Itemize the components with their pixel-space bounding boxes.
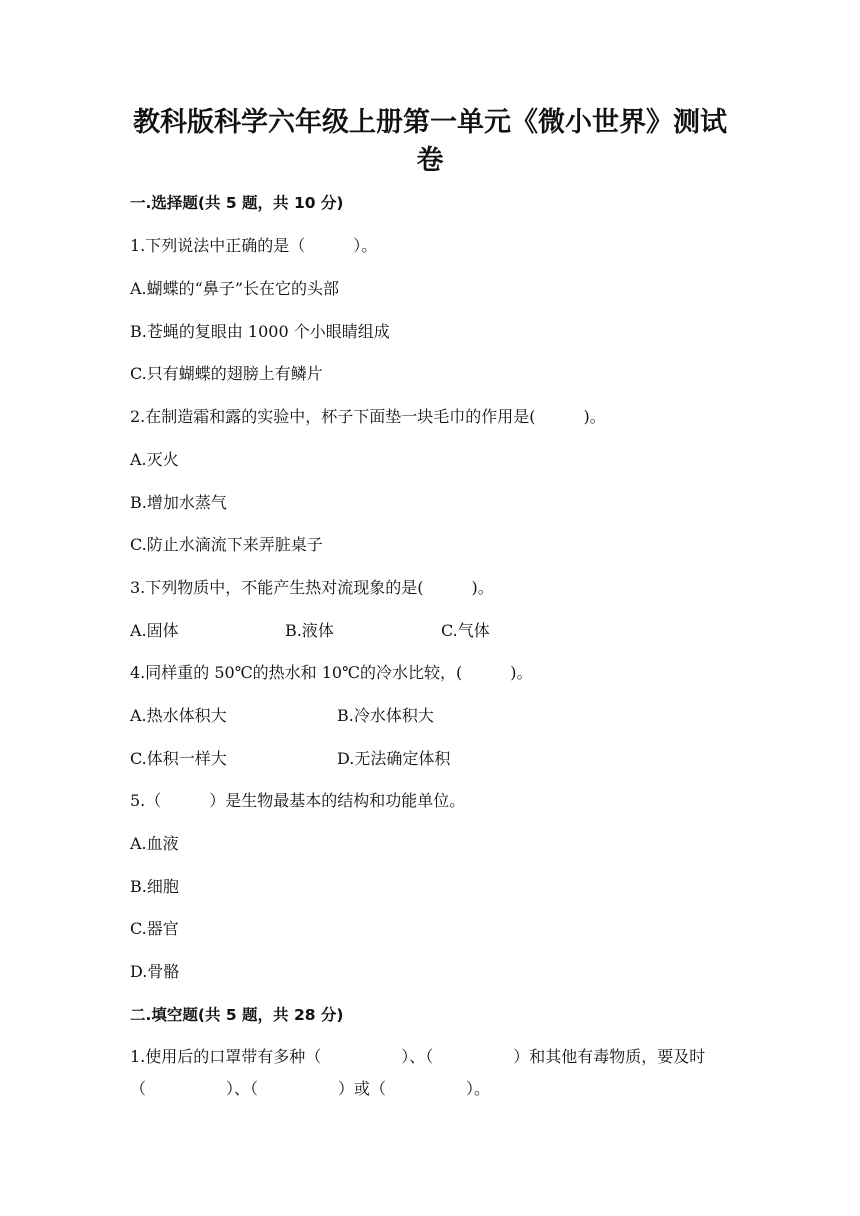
question-2-option-c: C.防止水滴流下来弄脏桌子	[130, 535, 323, 554]
section-heading-multiple-choice: 一.选择题(共 5 题，共 10 分)	[130, 194, 344, 212]
question-2-option-b: B.增加水蒸气	[130, 493, 227, 512]
question-2-option-a: A.灭火	[130, 450, 179, 469]
section-heading-fill-in: 二.填空题(共 5 题，共 28 分)	[130, 1006, 344, 1024]
question-1-stem: 1.下列说法中正确的是（ ）。	[130, 236, 378, 255]
question-1-option-b: B.苍蝇的复眼由 1000 个小眼睛组成	[130, 322, 390, 341]
question-5-option-a: A.血液	[130, 834, 179, 853]
fill-question-1-stem: 1.使用后的口罩带有多种（ ）、（ ）和其他有毒物质，要及时（ ）、（ ）或（ ）。	[130, 1047, 706, 1098]
question-4-option-d: D.无法确定体积	[337, 749, 451, 768]
question-5-option-c: C.器官	[130, 919, 179, 938]
question-4-option-a: A.热水体积大	[130, 706, 227, 725]
question-3-option-b: B.液体	[285, 621, 334, 640]
question-5-option-d: D.骨骼	[130, 962, 180, 981]
question-1-option-a: A.蝴蝶的“鼻子”长在它的头部	[130, 279, 340, 298]
question-5-stem: 5.（ ）是生物最基本的结构和功能单位。	[130, 791, 466, 810]
question-4-stem: 4.同样重的 50℃的热水和 10℃的冷水比较，( )。	[130, 663, 533, 682]
question-2-stem: 2.在制造霜和露的实验中，杯子下面垫一块毛巾的作用是( )。	[130, 407, 606, 426]
question-4-option-c: C.体积一样大	[130, 749, 227, 768]
question-3-stem: 3.下列物质中，不能产生热对流现象的是( )。	[130, 578, 494, 597]
question-3-option-c: C.气体	[441, 621, 490, 640]
page-title: 教科版科学六年级上册第一单元《微小世界》测试卷	[133, 107, 727, 176]
question-3-option-a: A.固体	[130, 621, 179, 640]
question-1-option-c: C.只有蝴蝶的翅膀上有鳞片	[130, 364, 323, 383]
question-5-option-b: B.细胞	[130, 877, 179, 896]
question-4-option-b: B.冷水体积大	[337, 706, 434, 725]
